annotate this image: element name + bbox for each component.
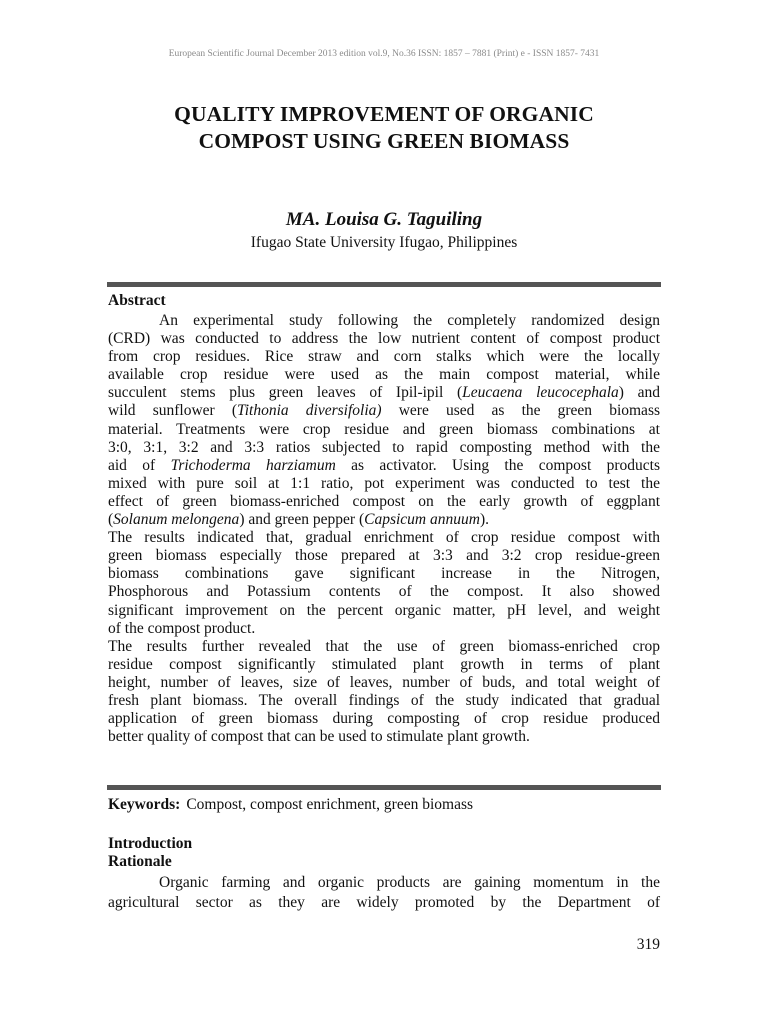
- keywords-text: Compost, compost enrichment, green biomass: [186, 796, 474, 813]
- keywords-label: Keywords:: [108, 796, 181, 813]
- abstract-line: aid of Trichoderma harziamum as activator. Using the compost products: [108, 456, 660, 474]
- abstract-line: succulent stems plus green leaves of Ipil-ipil (Leucaena leucocephala) and: [108, 384, 660, 402]
- abstract-line: fresh plant biomass. The overall findings of the study indicated that gradual: [108, 691, 660, 709]
- introduction-heading: Introduction: [108, 835, 193, 852]
- paper-title: [0, 101, 768, 155]
- abstract-line: significant improvement on the percent organic matter, pH level, and weight: [108, 601, 660, 619]
- abstract-line: height, number of leaves, size of leaves, number of buds, and total weight of: [108, 673, 660, 691]
- title-line-1: QUALITY IMPROVEMENT OF ORGANIC: [174, 102, 594, 126]
- author-affiliation: Ifugao State University Ifugao, Philippines: [250, 234, 518, 251]
- abstract-line: mixed with pure soil at 1:1 ratio, pot experiment was conducted to test the: [108, 474, 660, 492]
- abstract-line: material. Treatments were crop residue and green biomass combinations at: [108, 420, 660, 438]
- abstract-line: of the compost product.: [108, 619, 256, 637]
- abstract-line: residue compost significantly stimulated plant growth in terms of plant: [108, 655, 660, 673]
- abstract-line: An experimental study following the completely randomized design: [159, 312, 660, 329]
- abstract-line: The results indicated that, gradual enrichment of crop residue compost with: [108, 529, 660, 547]
- introduction-line: Organic farming and organic products are gaining momentum in the: [159, 874, 660, 891]
- introduction-body: [108, 873, 660, 913]
- abstract-line: wild sunflower (Tithonia diversifolia) were used as the green biomass: [108, 402, 661, 420]
- abstract-heading: Abstract: [108, 292, 166, 309]
- abstract-line: better quality of compost that can be used to stimulate plant growth.: [108, 728, 530, 746]
- author-name: MA. Louisa G. Taguiling: [285, 209, 483, 230]
- abstract-line: 3:0, 3:1, 3:2 and 3:3 ratios subjected to rapid composting method with the: [108, 438, 660, 456]
- abstract-line: Phosphorous and Potassium contents of the compost. It also showed: [108, 583, 660, 601]
- top-divider: [107, 282, 661, 287]
- abstract-line: effect of green biomass-enriched compost on the early growth of eggplant: [108, 492, 660, 510]
- abstract-line: application of green biomass during composting of crop residue produced: [108, 710, 660, 728]
- abstract-line: green biomass especially those prepared at 3:3 and 3:2 crop residue-green: [108, 547, 660, 565]
- running-header: European Scientific Journal December 2013 edition vol.9, No.36 ISSN: 1857 – 7881 (Print) e - ISSN 1857- 7431: [168, 49, 600, 59]
- title-line-2: COMPOST USING GREEN BIOMASS: [198, 129, 570, 153]
- page-number: 319: [636, 936, 660, 953]
- abstract-line: (Solanum melongena) and green pepper (Capsicum annuum).: [108, 511, 489, 529]
- abstract-line: available crop residue were used as the main compost material, while: [108, 366, 660, 384]
- rationale-heading: Rationale: [108, 853, 172, 870]
- introduction-line: agricultural sector as they are widely promoted by the Department of: [108, 894, 660, 911]
- abstract-line: biomass combinations gave significant increase in the Nitrogen,: [108, 565, 660, 583]
- abstract-body: [108, 312, 660, 746]
- abstract-line: (CRD) was conducted to address the low nutrient content of compost product: [108, 330, 660, 348]
- abstract-line: The results further revealed that the use of green biomass-enriched crop: [108, 637, 660, 655]
- abstract-line: from crop residues. Rice straw and corn stalks which were the locally: [108, 348, 660, 366]
- keywords: [108, 796, 473, 814]
- keywords-divider: [107, 785, 661, 790]
